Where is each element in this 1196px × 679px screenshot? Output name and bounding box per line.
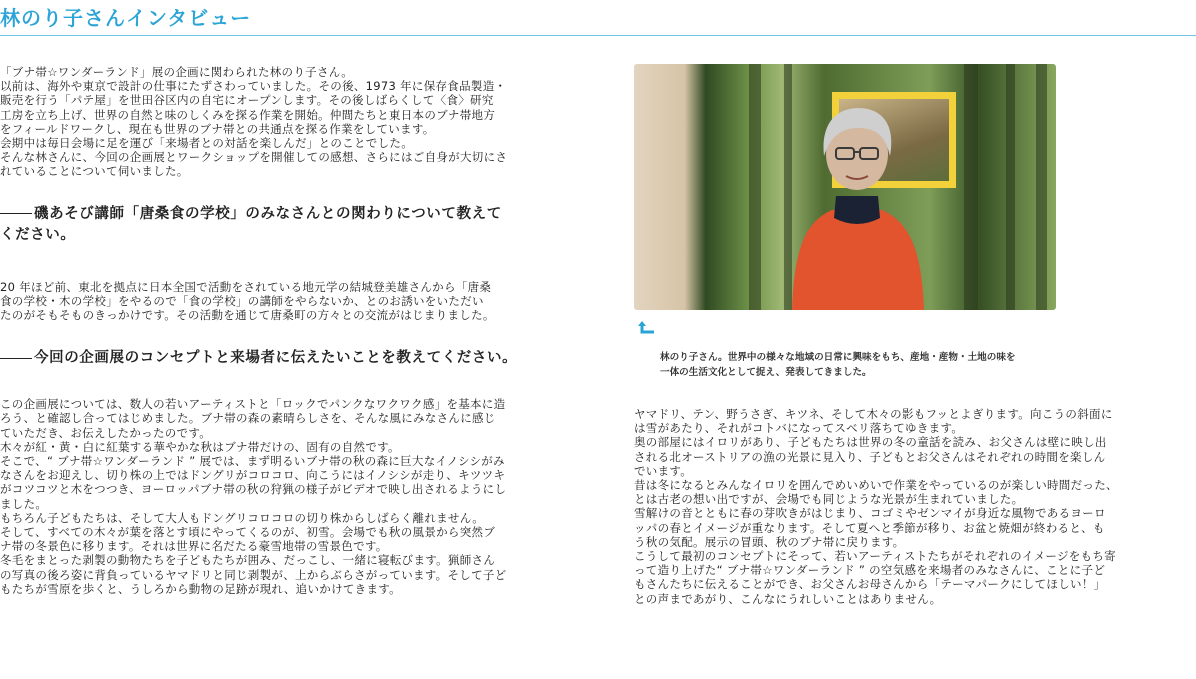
question-dash	[0, 358, 32, 359]
right-column	[634, 64, 1196, 606]
caption-text: 林のり子さん。世界中の様々な地域の日常に興味をもち、産地・産物・土地の味を 一体の生活文化として捉え、発表してきました。	[660, 352, 1016, 378]
photo-caption	[634, 320, 1196, 380]
question-1	[0, 204, 600, 246]
person-figure	[782, 92, 932, 310]
title-divider	[0, 35, 1196, 36]
question-1-text: 磯あそび講師「唐桑食の学校」のみなさんとの関わりについて教えて ください。	[0, 205, 502, 243]
intro-paragraph: 「ブナ帯☆ワンダーランド」展の企画に関わられた林のり子さん。 以前は、海外や東京で設計の仕事にたずさわっていました。その後、1973 年に保存食品製造・ 販売を行う「パテ屋」を世田谷区内の自宅にオープンします。その後しばらくして〈食〉研究 工房を立ち上げ、世界の自然と味のしくみを探る作業を開始。仲間たちと東日本のブナ帯地方 をフィールドワークし、現在も世界のブナ帯との共通点を探る作業をしています。 会期中は毎日会場に足を運び「来場者との対話を楽しんだ」とのことでした。 そんな林さんに、今回の企画展とワークショップを開催しての感想、さらにはご自身が大切にさ れていることについて伺いました。	[0, 65, 508, 179]
question-2-text: 今回の企画展のコンセプトと来場者に伝えたいことを教えてください。	[34, 350, 518, 367]
interview-photo	[634, 64, 1056, 310]
answer-2: この企画展については、数人の若いアーティストと「ロックでパンクなワクワク感」を基本に造 ろう、と確認し合ってはじめました。ブナ帯の森の素晴らしさを、そんな風にみなさんに感じ ていただき、お伝えしたかったのです。 木々が紅・黄・白に紅葉する華やかな秋はブナ帯だけの、固有の自然です。 そこで、“ ブナ帯☆ワンダーランド ” 展では、まず明るいブナ帯の秋の森に巨大なイノシシがみ なさんをお迎えし、切り株の上ではドングリがコロコロ、向こうにはイノシシが走り、キツツキ がコツコツと木をつつき、ヨーロッパブナ帯の秋の狩猟の様子がビデオで映し出されるようにし ました。 もちろん子どもたちは、そして大人もドングリコロコロの切り株からしばらく離れません。 そして、すべての木々が葉を落とす頃にやってくるのが、初雪。会場でも秋の風景から突然ブ ナ帯の冬景色に移ります。それは世界に名だたる豪雪地帯の雪景色です。 冬毛をまとった剥製の動物たちを子どもたちが囲み、だっこし、一緒に寝転びます。猟師さん の写真の後ろ姿に背負っているヤマドリと同じ剥製が、上からぶらさがっています。そして子ど もたちが雪原を歩くと、うしろから動物の足跡が現れ、追いかけてきます。	[0, 397, 507, 596]
left-column	[0, 65, 600, 596]
arrow-up-left-icon	[638, 321, 656, 335]
answer-1: 20 年ほど前、東北を拠点に日本全国で活動をされている地元学の結城登美雄さんから「唐桑 食の学校・木の学校」をやるので「食の学校」の講師をやらないか、とのお誘いをいただい たのがそもそものきっかけです。その活動を通じて唐桑町の方々との交流がはじまりました。	[0, 279, 495, 323]
answer-2-continued: ヤマドリ、テン、野うさぎ、キツネ、そして木々の影もフッとよぎります。向こうの斜面に は雪があたり、それがコトバになってスベリ落ちてゆきます。 奥の部屋にはイロリがあり、子どもたちは世界の冬の童話を読み、お父さんは壁に映し出 される北オーストリアの漁の光景に見入り、子どもとお父さんはそれぞれの時間を楽しん でいます。 昔は冬になるとみんなイロリを囲んでめいめいで作業をやっているのが楽しい時間だった、 とは古老の想い出ですが、会場でも同じような光景が生まれていました。 雪解けの音とともに春の芽吹きがはじまり、コゴミやゼンマイが身近な風物であるヨーロ ッパの春とイメージが重なります。そして夏へと季節が移り、お盆と焼畑が終わると、も う秋の気配。展示の冒頭、秋のブナ帯に戻ります。 こうして最初のコンセプトにそって、若いアーティストたちがそれぞれのイメージをもち寄 って造り上げた“ ブナ帯☆ワンダーランド ” の空気感を来場者のみなさんに、ことに子ど もさんたちに伝えることができ、お父さんお母さんから「テーマパークにしてほしい！」 との声まであがり、こんなにうれしいことはありません。	[634, 407, 1118, 606]
page-title: 林のり子さんインタビュー	[0, 6, 252, 30]
question-dash	[0, 213, 32, 214]
question-2	[0, 348, 600, 369]
